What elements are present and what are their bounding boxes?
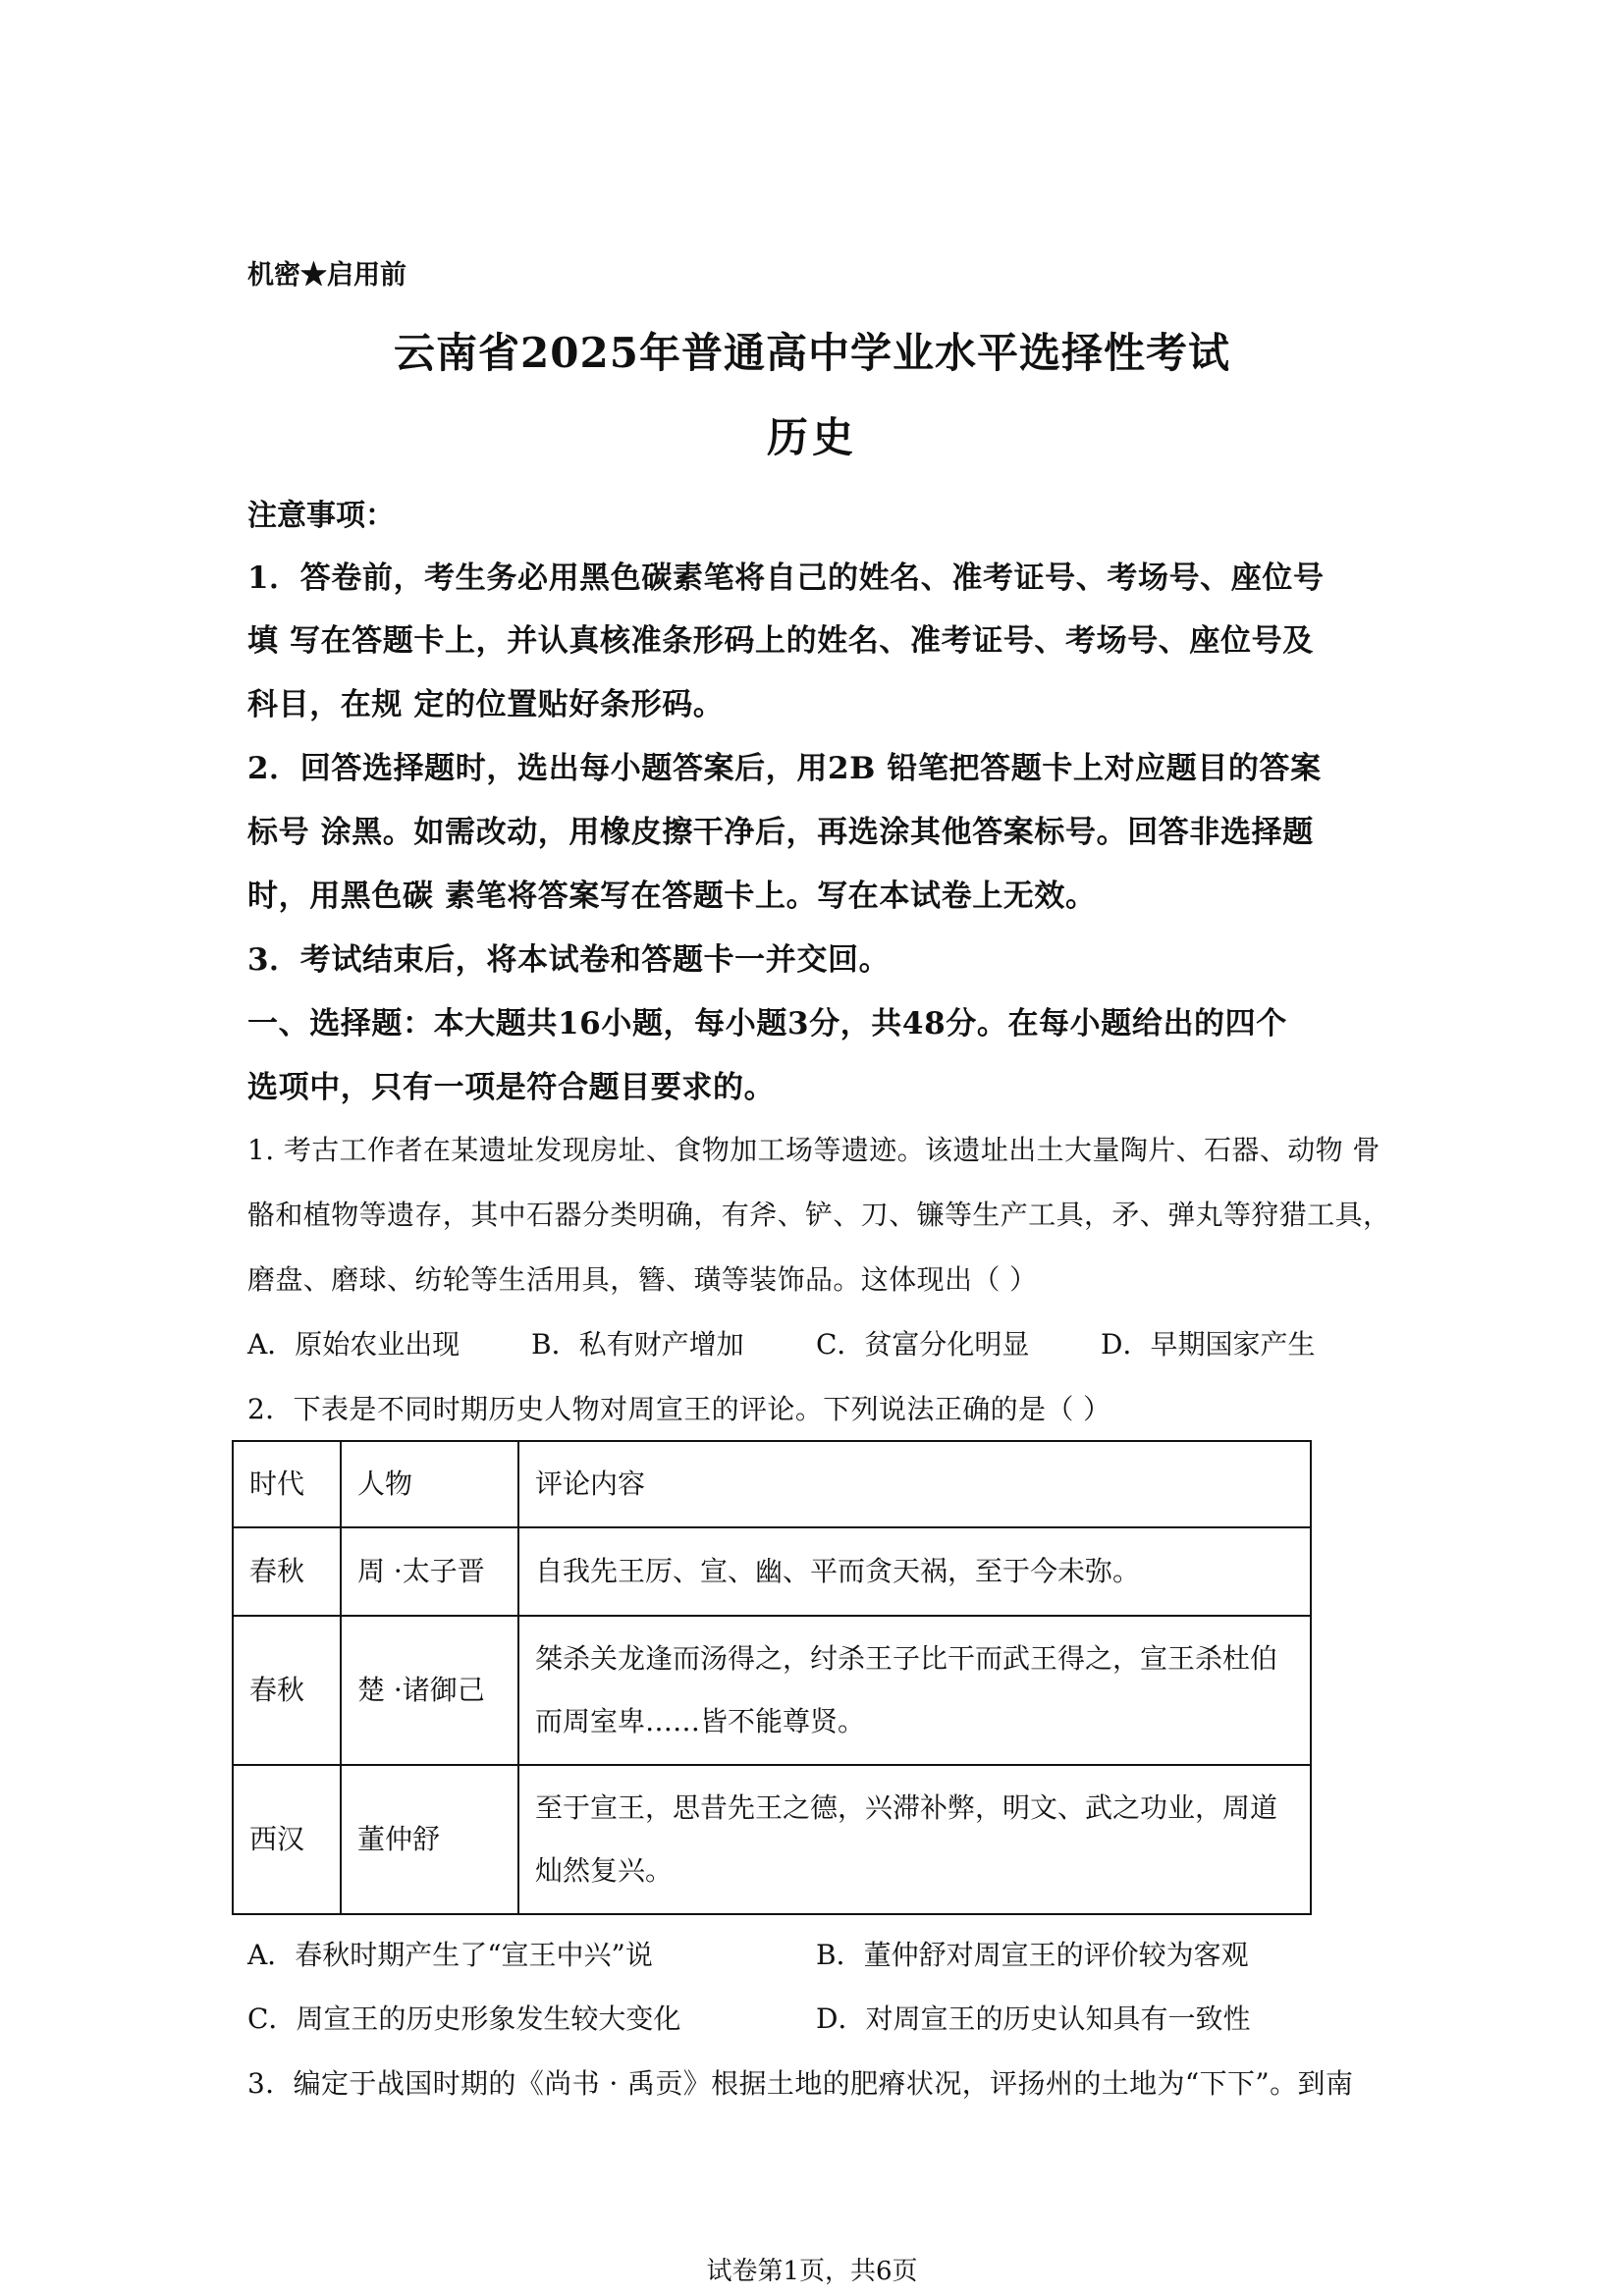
- table-header-row: [233, 1441, 1311, 1527]
- notes-line: 科目，在规 定的位置贴好条形码。: [247, 687, 725, 722]
- notes-line: 时，用黑色碳 素笔将答案写在答题卡上。写在本试卷上无效。: [247, 879, 1097, 914]
- question-2-option-a: A．春秋时期产生了“宣王中兴”说: [247, 1939, 653, 1971]
- table-cell-era: 西汉: [233, 1765, 341, 1914]
- subject-title: 历史: [766, 413, 857, 461]
- question-1-option-c: C．贫富分化明显: [816, 1328, 1030, 1361]
- table-header-cell: 评论内容: [518, 1441, 1311, 1527]
- commentary-table: [232, 1440, 1312, 1915]
- table-cell-comment: 至于宣王，思昔先王之德，兴滞补弊，明文、武之功业，周道灿然复兴。: [518, 1765, 1311, 1914]
- question-1-line: 骼和植物等遗存，其中石器分类明确，有斧、铲、刀、镰等生产工具，矛、弹丸等狩猎工具，: [247, 1199, 1391, 1231]
- table-row: [233, 1527, 1311, 1616]
- notes-line: 填 写在答题卡上，并认真核准条形码上的姓名、准考证号、考场号、座位号及: [247, 623, 1314, 659]
- table-cell-person: 董仲舒: [341, 1765, 518, 1914]
- table-row: [233, 1765, 1311, 1914]
- table-cell-era: 春秋: [233, 1616, 341, 1765]
- question-2-stem: 2．下表是不同时期历史人物对周宣王的评论。下列说法正确的是（ ）: [247, 1393, 1111, 1425]
- exam-title: 云南省2025年普通高中学业水平选择性考试: [394, 329, 1230, 377]
- notes-line: 1．答卷前，考生务必用黑色碳素笔将自己的姓名、准考证号、考场号、座位号: [247, 561, 1325, 596]
- table-cell-person: 楚 ·诸御己: [341, 1616, 518, 1765]
- question-2-option-c: C．周宣王的历史形象发生较大变化: [247, 2002, 681, 2035]
- question-3-line: 3．编定于战国时期的《尚书 · 禹贡》根据土地的肥瘠状况，评扬州的土地为“下下”。到南: [247, 2067, 1354, 2100]
- section-heading-line: 一、选择题：本大题共16小题，每小题3分，共48分。在每小题给出的四个: [247, 1006, 1287, 1041]
- table-header-cell: 时代: [233, 1441, 341, 1527]
- question-2-option-b: B．董仲舒对周宣王的评价较为客观: [816, 1939, 1249, 1971]
- question-1-line: 1. 考古工作者在某遗址发现房址、食物加工场等遗迹。该遗址出土大量陶片、石器、动物 骨: [247, 1134, 1380, 1166]
- notes-line: 2．回答选择题时，选出每小题答案后，用2B 铅笔把答题卡上对应题目的答案: [247, 751, 1322, 786]
- table-cell-comment: 桀杀关龙逢而汤得之，纣杀王子比干而武王得之，宣王杀杜伯而周室卑……皆不能尊贤。: [518, 1616, 1311, 1765]
- section-heading-line: 选项中，只有一项是符合题目要求的。: [247, 1070, 776, 1105]
- question-2-option-d: D．对周宣王的历史认知具有一致性: [816, 2002, 1251, 2035]
- table-cell-person: 周 ·太子晋: [341, 1527, 518, 1616]
- page-footer: 试卷第1页，共6页: [706, 2257, 918, 2286]
- table-header-cell: 人物: [341, 1441, 518, 1527]
- question-1-line: 磨盘、磨球、纺轮等生活用具，簪、璜等装饰品。这体现出（ ）: [247, 1263, 1038, 1296]
- confidential-label: 机密★启用前: [247, 260, 406, 291]
- table-cell-era: 春秋: [233, 1527, 341, 1616]
- notes-line: 3．考试结束后，将本试卷和答题卡一并交回。: [247, 942, 891, 978]
- notes-line: 标号 涂黑。如需改动，用橡皮擦干净后，再选涂其他答案标号。回答非选择题: [247, 815, 1314, 850]
- notes-heading: 注意事项：: [247, 499, 395, 533]
- question-1-option-d: D．早期国家产生: [1101, 1328, 1316, 1361]
- question-1-option-b: B．私有财产增加: [531, 1328, 744, 1361]
- table-cell-comment: 自我先王厉、宣、幽、平而贪天祸，至于今未弥。: [518, 1527, 1311, 1616]
- table-row: [233, 1616, 1311, 1765]
- question-1-option-a: A．原始农业出现: [247, 1328, 460, 1361]
